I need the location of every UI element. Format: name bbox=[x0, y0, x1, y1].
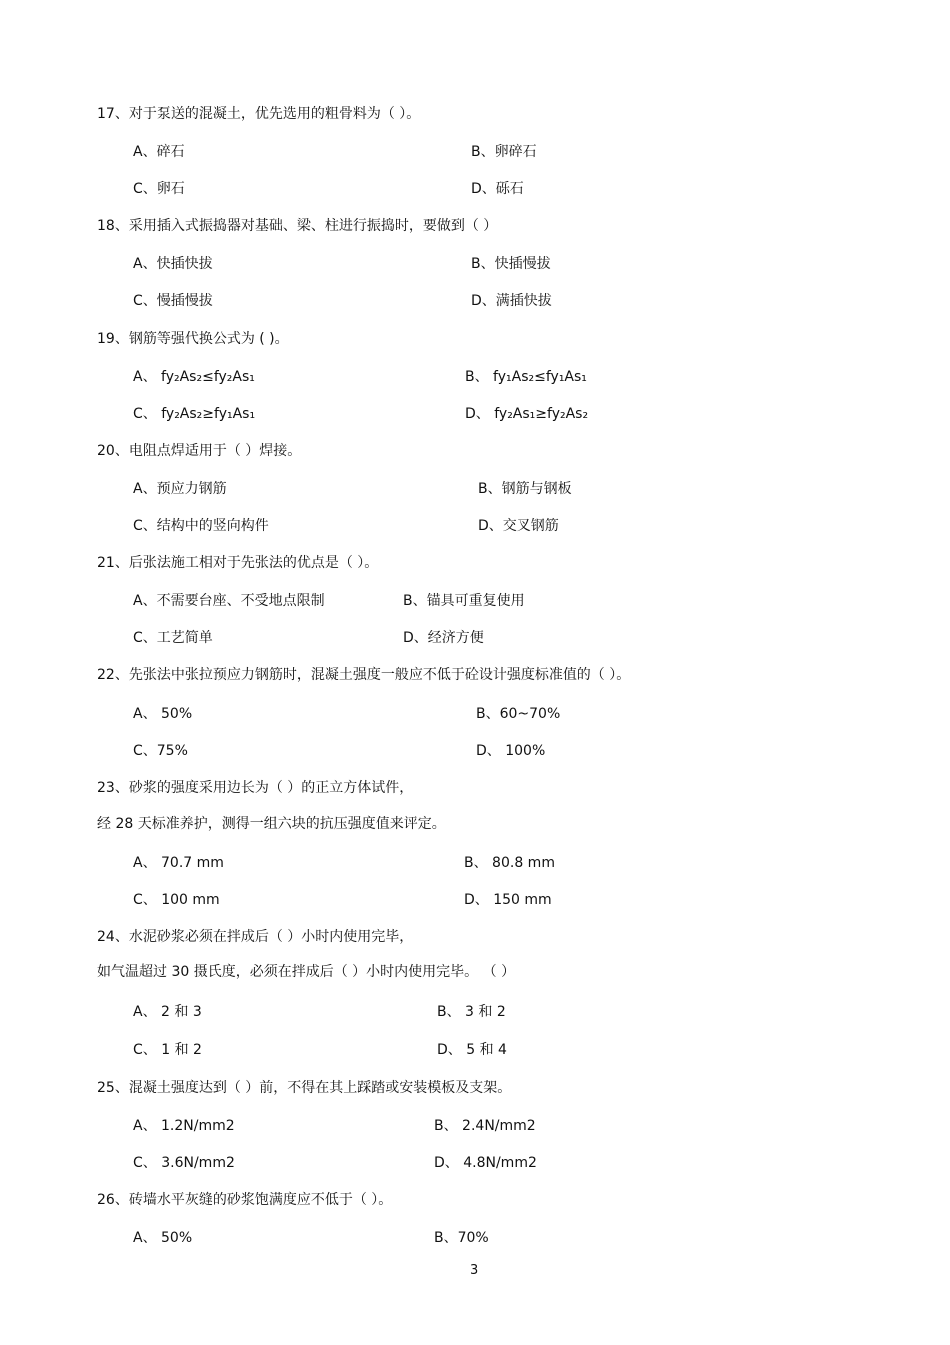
option-c: C、75% bbox=[133, 743, 188, 759]
option-a: A、 50% bbox=[133, 706, 193, 722]
option-c: C、 100 mm bbox=[133, 892, 220, 908]
option-b: B、锚具可重复使用 bbox=[403, 593, 525, 609]
option-c: C、结构中的竖向构件 bbox=[133, 518, 269, 534]
option-d: D、砾石 bbox=[471, 181, 524, 197]
option-c: C、慢插慢拔 bbox=[133, 293, 213, 309]
option-b: B、 2.4N/mm2 bbox=[434, 1118, 536, 1134]
question-stem-continued: 如气温超过 30 摄氏度，必须在拌成后（ ）小时内使用完毕。 （ ） bbox=[97, 964, 516, 980]
option-a: A、预应力钢筋 bbox=[133, 481, 227, 497]
question-stem: 26、砖墙水平灰缝的砂浆饱满度应不低于（ ）。 bbox=[97, 1192, 393, 1208]
option-b: B、60~70% bbox=[476, 706, 561, 722]
question-stem: 20、电阻点焊适用于（ ）焊接。 bbox=[97, 443, 302, 459]
question-stem: 17、对于泵送的混凝土，优先选用的粗骨料为（ ）。 bbox=[97, 106, 421, 122]
option-d: D、 100% bbox=[476, 743, 546, 759]
option-c: C、 1 和 2 bbox=[133, 1042, 202, 1058]
question-stem: 24、水泥砂浆必须在拌成后（ ）小时内使用完毕， bbox=[97, 929, 414, 945]
page-number: 3 bbox=[470, 1263, 479, 1278]
option-a: A、碎石 bbox=[133, 144, 185, 160]
option-d: D、经济方便 bbox=[403, 630, 484, 646]
option-c: C、 fy₂As₂≥fy₁As₁ bbox=[133, 406, 256, 422]
question-stem-continued: 经 28 天标准养护，测得一组六块的抗压强度值来评定。 bbox=[97, 816, 446, 832]
option-b: B、快插慢拔 bbox=[471, 256, 551, 272]
question-stem: 22、先张法中张拉预应力钢筋时，混凝土强度一般应不低于砼设计强度标准值的（ ）。 bbox=[97, 667, 631, 683]
option-d: D、 fy₂As₁≥fy₂As₂ bbox=[465, 406, 589, 422]
option-d: D、 5 和 4 bbox=[437, 1042, 507, 1058]
question-stem: 19、钢筋等强代换公式为 ( )。 bbox=[97, 331, 289, 347]
option-a: A、 2 和 3 bbox=[133, 1004, 202, 1020]
option-b: B、70% bbox=[434, 1230, 489, 1246]
option-a: A、不需要台座、不受地点限制 bbox=[133, 593, 325, 609]
option-b: B、钢筋与钢板 bbox=[478, 481, 572, 497]
option-a: A、 50% bbox=[133, 1230, 193, 1246]
question-stem: 23、砂浆的强度采用边长为（ ）的正立方体试件， bbox=[97, 780, 414, 796]
question-stem: 18、采用插入式振捣器对基础、梁、柱进行振捣时，要做到（ ） bbox=[97, 218, 498, 234]
option-d: D、满插快拔 bbox=[471, 293, 552, 309]
option-b: B、 3 和 2 bbox=[437, 1004, 506, 1020]
option-d: D、 150 mm bbox=[464, 892, 552, 908]
option-a: A、快插快拔 bbox=[133, 256, 213, 272]
option-a: A、 fy₂As₂≤fy₂As₁ bbox=[133, 369, 255, 385]
option-d: D、交叉钢筋 bbox=[478, 518, 559, 534]
option-a: A、 70.7 mm bbox=[133, 855, 224, 871]
option-c: C、卵石 bbox=[133, 181, 185, 197]
question-stem: 21、后张法施工相对于先张法的优点是（ ）。 bbox=[97, 555, 379, 571]
option-a: A、 1.2N/mm2 bbox=[133, 1118, 235, 1134]
option-b: B、 80.8 mm bbox=[464, 855, 555, 871]
question-stem: 25、混凝土强度达到（ ）前，不得在其上踩踏或安装模板及支架。 bbox=[97, 1080, 512, 1096]
option-c: C、工艺简单 bbox=[133, 630, 213, 646]
option-b: B、卵碎石 bbox=[471, 144, 537, 160]
option-d: D、 4.8N/mm2 bbox=[434, 1155, 537, 1171]
option-b: B、 fy₁As₂≤fy₁As₁ bbox=[465, 369, 587, 385]
option-c: C、 3.6N/mm2 bbox=[133, 1155, 235, 1171]
